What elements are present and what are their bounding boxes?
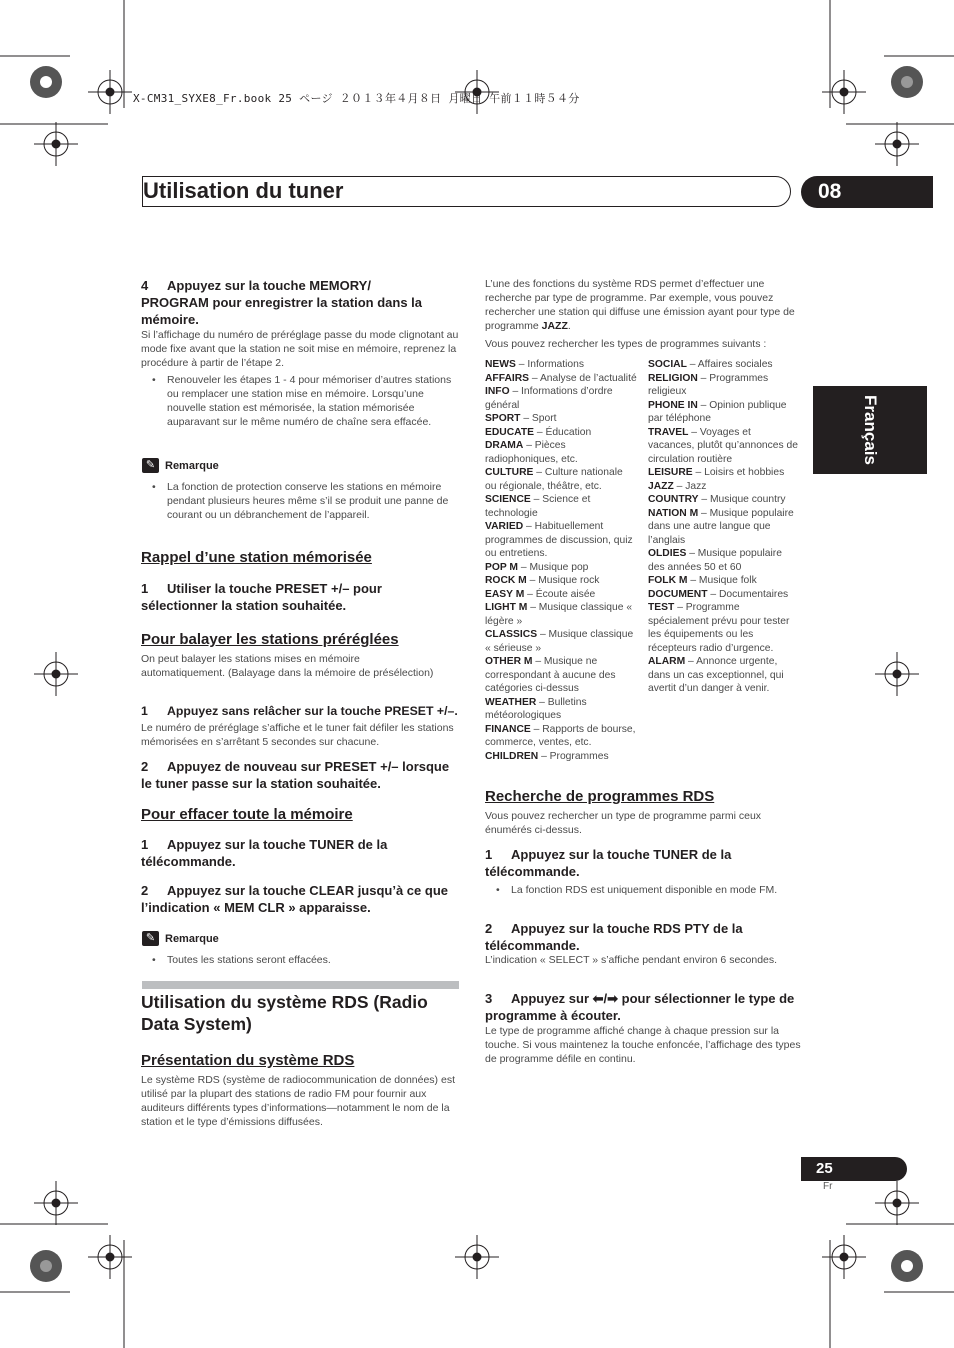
pty-description: – Culture nationale ou régionale, théâtre, etc. bbox=[485, 467, 623, 492]
pty-item bbox=[648, 507, 800, 548]
chapter-number: 08 bbox=[801, 176, 933, 208]
note-label: Remarque bbox=[165, 460, 219, 472]
pty-description: – Musique populaire dans une autre langue que l’anglais bbox=[648, 507, 794, 546]
pty-description: – Musique folk bbox=[687, 575, 757, 586]
recherche-step-2-body: L’indication « SELECT » s’affiche pendant environ 6 secondes. bbox=[485, 954, 778, 966]
heading-effacer: Pour effacer toute la mémoire bbox=[141, 806, 353, 823]
pty-description: – Sport bbox=[520, 413, 557, 424]
page-title: Utilisation du tuner bbox=[143, 178, 344, 203]
pty-description: – Bulletins météorologiques bbox=[485, 696, 587, 721]
page-language: Fr bbox=[823, 1181, 833, 1192]
pty-code: VARIED bbox=[485, 521, 524, 532]
pty-code: LIGHT M bbox=[485, 602, 528, 613]
pty-code: ROCK M bbox=[485, 575, 527, 586]
pty-item bbox=[485, 601, 637, 628]
pty-description: – Pièces radiophoniques, etc. bbox=[485, 440, 578, 465]
pty-item bbox=[485, 628, 637, 655]
balayer-step-2: 2 Appuyez de nouveau sur PRESET +/– lorsque le tuner passe sur la station souhaitée. bbox=[141, 759, 450, 791]
recherche-step-1-bullet: • La fonction RDS est uniquement disponible en mode FM. bbox=[485, 883, 803, 897]
pty-description: – Musique ne correspondant à aucune des catégories ci-dessus bbox=[485, 656, 616, 694]
pty-item bbox=[485, 385, 637, 412]
pty-item bbox=[485, 372, 637, 386]
pty-code: CHILDREN bbox=[485, 750, 539, 762]
pty-item bbox=[485, 750, 637, 764]
pty-description: – Annonce urgente, dans un cas exceptionnel, qui avertit d’un danger à venir. bbox=[648, 656, 784, 694]
pty-code: FOLK M bbox=[648, 575, 688, 586]
pty-code: JAZZ bbox=[648, 480, 674, 492]
effacer-step-1: 1 Appuyez sur la touche TUNER de la télécommande. bbox=[141, 837, 388, 869]
page-number: 25 bbox=[801, 1157, 907, 1181]
pty-description: – Voyages et vacances, plutôt qu’annonces de circulation routière bbox=[648, 426, 798, 465]
pty-item bbox=[485, 655, 637, 696]
note-label: Remarque bbox=[165, 933, 219, 945]
presentation-body: Le système RDS (système de radiocommunication de données) est utilisé par la plupart des stations de radio FM pour fournir aux auditeurs différents types d’informations—notamment le nom de la station et le type d’émissions diffusées. bbox=[141, 1074, 455, 1128]
note-icon: ✎ bbox=[142, 931, 159, 946]
pty-description: – Rapports de bourse, commerce, ventes, etc. bbox=[485, 723, 636, 748]
note-icon: ✎ bbox=[142, 458, 159, 473]
book-info-line: X-CM31_SYXE8_Fr.book 25 ページ ２０１３年４月８日 月曜日 午前１１時５４分 bbox=[133, 92, 580, 105]
pty-description: – Informations bbox=[515, 359, 585, 370]
pty-item bbox=[648, 480, 800, 494]
pty-description: – Musique populaire des années 50 et 60 bbox=[648, 548, 782, 573]
pty-item bbox=[485, 723, 637, 750]
pty-item bbox=[485, 412, 637, 426]
pty-item bbox=[485, 466, 637, 493]
recherche-body: Vous pouvez rechercher un type de programme parmi ceux énumérés ci-dessus. bbox=[485, 810, 762, 836]
pty-item bbox=[485, 561, 637, 575]
pty-list-left bbox=[485, 358, 637, 763]
pty-item bbox=[648, 358, 800, 372]
pty-description: – Écoute aisée bbox=[524, 588, 596, 600]
pty-item bbox=[648, 655, 800, 696]
pty-code: DOCUMENT bbox=[648, 588, 708, 600]
pty-code: WEATHER bbox=[485, 696, 537, 708]
pty-item bbox=[648, 399, 800, 426]
pty-code: CLASSICS bbox=[485, 629, 538, 640]
pty-description: – Musique classique « sérieuse » bbox=[485, 629, 634, 654]
pty-item bbox=[648, 574, 800, 588]
pty-description: – Informations d’ordre général bbox=[485, 386, 613, 411]
pty-code: DRAMA bbox=[485, 440, 524, 451]
pty-code: TEST bbox=[648, 602, 675, 613]
pty-description: – Opinion publique par téléphone bbox=[648, 399, 787, 424]
pty-code: EASY M bbox=[485, 588, 525, 600]
section-divider-bar bbox=[142, 981, 459, 989]
pty-description: – Documentaires bbox=[707, 588, 789, 600]
pty-code: AFFAIRS bbox=[485, 372, 530, 384]
pty-code: NEWS bbox=[485, 359, 516, 370]
pty-code: SCIENCE bbox=[485, 494, 531, 505]
balayer-body: On peut balayer les stations mises en mémoire automatiquement. (Balayage dans la mémoire de présélection) bbox=[141, 653, 434, 679]
pty-code: OTHER M bbox=[485, 656, 533, 667]
pty-item bbox=[648, 426, 800, 467]
language-tab bbox=[813, 386, 927, 474]
pty-description: – Musique pop bbox=[518, 561, 589, 573]
pty-description: – Programme spécialement prévu pour tester les équipements ou les récepteurs radio d’urgence. bbox=[648, 602, 790, 654]
pty-description: – Programmes bbox=[538, 750, 609, 762]
pty-code: COUNTRY bbox=[648, 494, 699, 505]
pty-item bbox=[485, 493, 637, 520]
pty-code: RELIGION bbox=[648, 372, 698, 384]
recherche-step-3-body: Le type de programme affiché change à chaque pression sur la touche. Si vous maintenez la touche enfoncée, l’affichage des types de programme défile en continu. bbox=[485, 1025, 801, 1065]
pty-code: TRAVEL bbox=[648, 426, 689, 438]
pty-code: NATION M bbox=[648, 507, 699, 519]
pty-code: PHONE IN bbox=[648, 399, 698, 411]
pty-item bbox=[485, 358, 637, 372]
balayer-step-1-body: Le numéro de préréglage s’affiche et le tuner fait défiler les stations mémorisées en s’arrêtant 5 secondes sur chacune. bbox=[141, 722, 454, 748]
rds-intro-2: Vous pouvez rechercher les types de programmes suivants : bbox=[485, 338, 767, 350]
pty-item bbox=[648, 547, 800, 574]
heading-rds: Utilisation du système RDS (Radio Data System) bbox=[141, 992, 428, 1034]
balayer-step-1: 1 Appuyez sans relâcher sur la touche PRESET +/–. bbox=[141, 704, 458, 718]
pty-description: – Musique country bbox=[698, 494, 786, 505]
step-4-bullet: • Renouveler les étapes 1 - 4 pour mémoriser d’autres stations ou remplacer une station mise en mémoire. Lorsqu’une nouvelle station est mémorisée, la station mémorisée auparavant sur le même numéro de chaîne sera effacée. bbox=[141, 373, 461, 429]
pty-description: – Jazz bbox=[673, 480, 707, 492]
note-1-bullet: • La fonction de protection conserve les stations en mémoire pendant plusieurs heures même s’il se produit une panne de courant ou un débranchement de l’appareil. bbox=[141, 480, 461, 522]
heading-presentation-rds: Présentation du système RDS bbox=[141, 1052, 355, 1069]
rappel-step-1: 1 Utiliser la touche PRESET +/– pour sélectionner la station souhaitée. bbox=[141, 581, 382, 613]
pty-description: – Loisirs et hobbies bbox=[692, 467, 785, 478]
pty-code: INFO bbox=[485, 386, 510, 397]
pty-item bbox=[485, 426, 637, 440]
pty-item bbox=[648, 493, 800, 507]
pty-code: SPORT bbox=[485, 413, 521, 424]
pty-item bbox=[485, 696, 637, 723]
pty-description: – Éducation bbox=[534, 426, 592, 438]
pty-description: – Programmes religieux bbox=[648, 372, 769, 397]
pty-code: OLDIES bbox=[648, 548, 687, 559]
pty-code: POP M bbox=[485, 561, 518, 573]
step-4-body: Si l’affichage du numéro de préréglage passe du mode clignotant au mode fixe avant que la station ne soit mise en mémoire, reprenez la procédure à partir de l’étape 2. bbox=[141, 329, 459, 369]
pty-description: – Musique rock bbox=[526, 575, 600, 586]
pty-code: FINANCE bbox=[485, 723, 531, 735]
pty-item bbox=[485, 588, 637, 602]
recherche-step-1: 1 Appuyez sur la touche TUNER de la télécommande. bbox=[485, 847, 732, 879]
effacer-step-2: 2 Appuyez sur la touche CLEAR jusqu’à ce que l’indication « MEM CLR » apparaisse. bbox=[141, 883, 448, 915]
pty-code: ALARM bbox=[648, 656, 686, 667]
heading-rappel: Rappel d’une station mémorisée bbox=[141, 549, 372, 566]
pty-item bbox=[485, 520, 637, 561]
pty-item bbox=[648, 588, 800, 602]
pty-description: – Analyse de l’actualité bbox=[529, 372, 637, 384]
pty-code: SOCIAL bbox=[648, 359, 687, 370]
step-4-title: 4 Appuyez sur la touche MEMORY/ PROGRAM pour enregistrer la station dans la mémoire. bbox=[141, 278, 422, 327]
note-2-bullet: • Toutes les stations seront effacées. bbox=[141, 953, 461, 967]
pty-item bbox=[485, 439, 637, 466]
pty-item bbox=[648, 466, 800, 480]
rds-intro-1: L’une des fonctions du système RDS permet d’effectuer une recherche par type de programme. Par exemple, vous pouvez rechercher une station qui diffuse une émission ayant pour type de programme JAZZ. bbox=[485, 278, 795, 332]
language-tab-label: Français bbox=[861, 395, 880, 465]
heading-balayer: Pour balayer les stations préréglées bbox=[141, 631, 399, 648]
pty-description: – Science et technologie bbox=[485, 494, 591, 519]
pty-description: – Affaires sociales bbox=[686, 359, 773, 370]
pty-item bbox=[485, 574, 637, 588]
pty-description: – Musique classique « légère » bbox=[485, 602, 633, 627]
pty-description: – Habituellement programmes de discussion, quiz ou entretiens. bbox=[485, 521, 633, 559]
heading-recherche: Recherche de programmes RDS bbox=[485, 788, 715, 805]
pty-code: EDUCATE bbox=[485, 426, 535, 438]
pty-item bbox=[648, 601, 800, 655]
pty-list-right bbox=[648, 358, 800, 696]
pty-code: CULTURE bbox=[485, 467, 534, 478]
pty-code: LEISURE bbox=[648, 467, 693, 478]
recherche-step-2: 2 Appuyez sur la touche RDS PTY de la télécommande. bbox=[485, 921, 743, 953]
recherche-step-3: 3 Appuyez sur ⬅/➡ pour sélectionner le type de programme à écouter. bbox=[485, 991, 795, 1023]
pty-item bbox=[648, 372, 800, 399]
